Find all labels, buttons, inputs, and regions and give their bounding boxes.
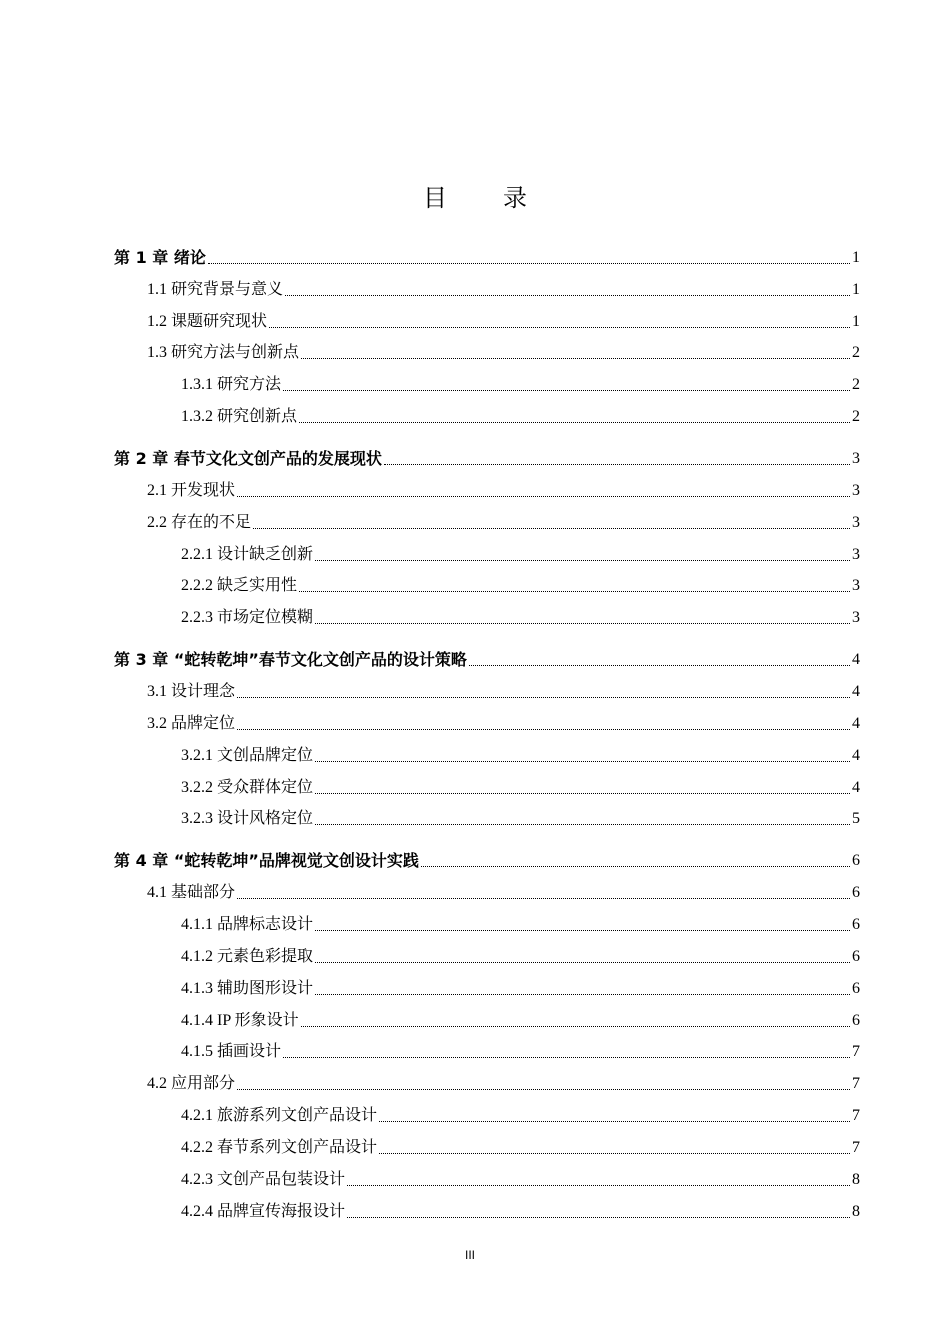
toc-entry-subsection[interactable] [181, 405, 860, 429]
dot-leader [299, 591, 850, 592]
toc-entry-section[interactable] [147, 511, 860, 535]
toc-entry-label: 3.2.3 设计风格定位 [181, 810, 314, 827]
toc-entry-label: 4.1.1 品牌标志设计 [181, 916, 314, 933]
toc-entry-subsection[interactable] [181, 807, 860, 831]
toc-entry-section[interactable] [147, 712, 860, 736]
toc-entry-label: 4.2.1 旅游系列文创产品设计 [181, 1107, 378, 1124]
dot-leader [237, 496, 850, 497]
toc-entry-page-number: 3 [852, 482, 860, 499]
toc-entry-label: 第 3 章 “蛇转乾坤”春节文化文创产品的设计策略 [114, 650, 467, 669]
toc-entry-label: 4.2.2 春节系列文创产品设计 [181, 1139, 378, 1156]
toc-entry-label: 1.3.1 研究方法 [181, 376, 282, 393]
dot-leader [269, 327, 850, 328]
dot-leader [379, 1153, 850, 1154]
toc-entry-label: 4.2.3 文创产品包装设计 [181, 1171, 346, 1188]
toc-entry-section[interactable] [147, 680, 860, 704]
dot-leader [315, 994, 850, 995]
toc-entry-label: 4.1.3 辅助图形设计 [181, 980, 314, 997]
toc-entry-label: 第 1 章 绪论 [114, 248, 206, 267]
toc-entry-page-number: 2 [852, 376, 860, 393]
toc-entry-section[interactable] [147, 341, 860, 365]
dot-leader [347, 1185, 850, 1186]
toc-entry-page-number: 2 [852, 344, 860, 361]
toc-entry-page-number: 1 [852, 249, 860, 266]
dot-leader [421, 866, 850, 867]
toc-entry-label: 1.3 研究方法与创新点 [147, 344, 300, 361]
dot-leader [237, 697, 850, 698]
toc-entry-label: 4.1 基础部分 [147, 884, 236, 901]
dot-leader [237, 898, 850, 899]
toc-entry-subsection[interactable] [181, 776, 860, 800]
toc-entry-label: 4.1.5 插画设计 [181, 1043, 282, 1060]
toc-entry-page-number: 3 [852, 546, 860, 563]
toc-entry-subsection[interactable] [181, 913, 860, 937]
toc-entry-label: 3.1 设计理念 [147, 683, 236, 700]
toc-entry-page-number: 4 [852, 779, 860, 796]
page-title: 目 录 [423, 184, 543, 212]
toc-entry-subsection[interactable] [181, 1104, 860, 1128]
dot-leader [315, 560, 850, 561]
toc-entry-label: 4.1.2 元素色彩提取 [181, 948, 314, 965]
toc-entry-section[interactable] [147, 278, 860, 302]
toc-entry-label: 3.2 品牌定位 [147, 715, 236, 732]
toc-entry-label: 4.2.4 品牌宣传海报设计 [181, 1203, 346, 1220]
dot-leader [301, 358, 850, 359]
toc-entry-label: 2.2 存在的不足 [147, 514, 252, 531]
toc-entry-page-number: 7 [852, 1043, 860, 1060]
toc-entry-label: 2.2.2 缺乏实用性 [181, 577, 298, 594]
toc-entry-label: 1.3.2 研究创新点 [181, 408, 298, 425]
toc-entry-page-number: 4 [852, 683, 860, 700]
toc-entry-page-number: 1 [852, 281, 860, 298]
toc-entry-page-number: 7 [852, 1107, 860, 1124]
dot-leader [384, 464, 850, 465]
toc-entry-page-number: 2 [852, 408, 860, 425]
toc-entry-page-number: 7 [852, 1075, 860, 1092]
toc-entry-page-number: 3 [852, 577, 860, 594]
toc-entry-subsection[interactable] [181, 373, 860, 397]
dot-leader [301, 1026, 850, 1027]
dot-leader [315, 962, 850, 963]
toc-entry-label: 1.2 课题研究现状 [147, 313, 268, 330]
toc-entry-page-number: 4 [852, 651, 860, 668]
toc-entry-subsection[interactable] [181, 543, 860, 567]
toc-entry-label: 第 4 章 “蛇转乾坤”品牌视觉文创设计实践 [114, 851, 419, 870]
toc-entry-page-number: 1 [852, 313, 860, 330]
toc-entry-page-number: 8 [852, 1203, 860, 1220]
dot-leader [379, 1121, 850, 1122]
toc-entry-subsection[interactable] [181, 1136, 860, 1160]
toc-entry-label: 2.2.1 设计缺乏创新 [181, 546, 314, 563]
dot-leader [208, 263, 850, 264]
toc-entry-section[interactable] [147, 881, 860, 905]
dot-leader [315, 930, 850, 931]
toc-entry-label: 第 2 章 春节文化文创产品的发展现状 [114, 449, 382, 468]
toc-entry-subsection[interactable] [181, 1200, 860, 1224]
toc-entry-subsection[interactable] [181, 1168, 860, 1192]
toc-entry-subsection[interactable] [181, 744, 860, 768]
toc-entry-label: 2.2.3 市场定位模糊 [181, 609, 314, 626]
toc-entry-subsection[interactable] [181, 1009, 860, 1033]
dot-leader [347, 1217, 850, 1218]
toc-entry-subsection[interactable] [181, 977, 860, 1001]
toc-entry-section[interactable] [147, 479, 860, 503]
dot-leader [253, 528, 850, 529]
toc-entry-page-number: 4 [852, 715, 860, 732]
toc-entry-page-number: 6 [852, 916, 860, 933]
toc-entry-section[interactable] [147, 310, 860, 334]
toc-entry-page-number: 6 [852, 852, 860, 869]
toc-entry-label: 3.2.2 受众群体定位 [181, 779, 314, 796]
dot-leader [469, 665, 850, 666]
dot-leader [283, 390, 850, 391]
toc-entry-page-number: 3 [852, 450, 860, 467]
dot-leader [315, 761, 850, 762]
toc-entry-page-number: 6 [852, 884, 860, 901]
toc-entry-subsection[interactable] [181, 945, 860, 969]
toc-entry-chapter[interactable] [114, 447, 860, 471]
dot-leader [315, 793, 850, 794]
toc-entry-chapter[interactable] [114, 246, 860, 270]
toc-entry-page-number: 8 [852, 1171, 860, 1188]
dot-leader [285, 295, 850, 296]
dot-leader [237, 729, 850, 730]
toc-entry-subsection[interactable] [181, 606, 860, 630]
toc-entry-page-number: 6 [852, 980, 860, 997]
page-number-footer: III [464, 1248, 475, 1262]
toc-entry-subsection[interactable] [181, 574, 860, 598]
dot-leader [283, 1057, 850, 1058]
toc-entry-chapter[interactable] [114, 849, 860, 873]
toc-entry-page-number: 7 [852, 1139, 860, 1156]
toc-entry-page-number: 5 [852, 810, 860, 827]
toc-entry-page-number: 3 [852, 609, 860, 626]
toc-entry-label: 3.2.1 文创品牌定位 [181, 747, 314, 764]
toc-entry-section[interactable] [147, 1072, 860, 1096]
toc-entry-label: 4.2 应用部分 [147, 1075, 236, 1092]
dot-leader [299, 422, 850, 423]
toc-entry-page-number: 4 [852, 747, 860, 764]
dot-leader [315, 824, 850, 825]
toc-entry-page-number: 6 [852, 948, 860, 965]
toc-entry-page-number: 3 [852, 514, 860, 531]
toc-entry-page-number: 6 [852, 1012, 860, 1029]
toc-entry-label: 1.1 研究背景与意义 [147, 281, 284, 298]
toc-entry-label: 4.1.4 IP 形象设计 [181, 1012, 299, 1029]
toc-entry-chapter[interactable] [114, 648, 860, 672]
toc-entry-subsection[interactable] [181, 1040, 860, 1064]
dot-leader [237, 1089, 850, 1090]
toc-entry-label: 2.1 开发现状 [147, 482, 236, 499]
dot-leader [315, 623, 850, 624]
